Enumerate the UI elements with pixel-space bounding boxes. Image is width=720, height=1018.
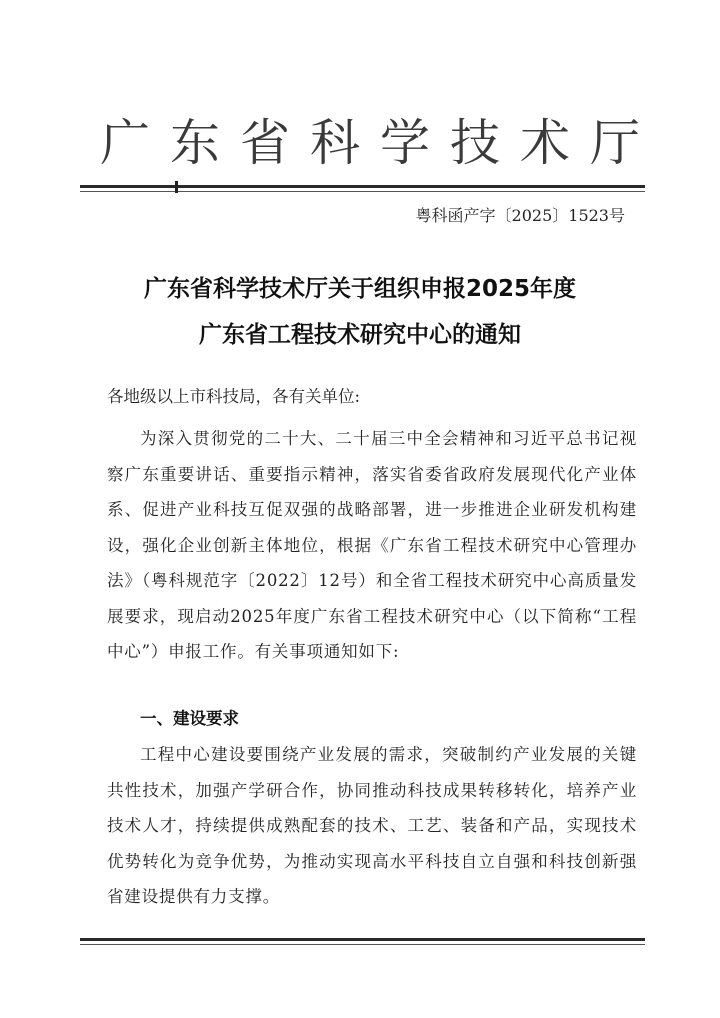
section-heading: 一、建设要求 xyxy=(140,709,239,728)
letterhead-char: 技 xyxy=(450,114,500,172)
header-rule-thick xyxy=(80,185,645,188)
document-title-line-2: 广东省工程技术研究中心的通知 xyxy=(199,322,521,348)
intro-paragraph: 为深入贯彻党的二十大、二十届三中全会精神和习近平总书记视察广东重要讲话、重要指示精神，落实省委省政府发展现代化产业体系、促进产业科技互促双强的战略部署，进一步推进企业研发机构建设，强化企业创新主体地位，根据《广东省工程技术研究中心管理办法》（粤科规范字〔2022〕12号）和全省工程技术研究中心高质量发展要求，现启动2025年度广东省工程技术研究中心（以下简称“工程中心”）申报工作。有关事项通知如下: xyxy=(107,429,637,661)
footer-rule-thin xyxy=(80,944,645,945)
letterhead-char: 厅 xyxy=(590,114,640,172)
document-number: 粤科函产字〔2025〕1523号 xyxy=(415,206,625,225)
letterhead-char: 科 xyxy=(310,114,360,172)
letterhead-char: 省 xyxy=(240,114,290,172)
document-title-line-1: 广东省科学技术厅关于组织申报2025年度 xyxy=(143,276,576,302)
letterhead-char: 广 xyxy=(100,114,150,172)
letterhead-char: 学 xyxy=(380,114,430,172)
letterhead-char: 术 xyxy=(520,114,570,172)
footer-rule-thick xyxy=(80,938,645,941)
header-rule-thin xyxy=(80,191,645,192)
header-rule-mark xyxy=(175,181,178,193)
section-paragraph: 工程中心建设要围绕产业发展的需求，突破制约产业发展的关键共性技术，加强产学研合作，协同推动科技成果转移转化，培养产业技术人才，持续提供成熟配套的技术、工艺、装备和产品，实现技术优势转化为竞争优势，为推动实现高水平科技自立自强和科技创新强省建设提供有力支撑。 xyxy=(107,745,637,906)
salutation: 各地级以上市科技局，各有关单位: xyxy=(107,387,361,406)
letterhead-char: 东 xyxy=(170,114,220,172)
agency-letterhead xyxy=(100,114,640,172)
